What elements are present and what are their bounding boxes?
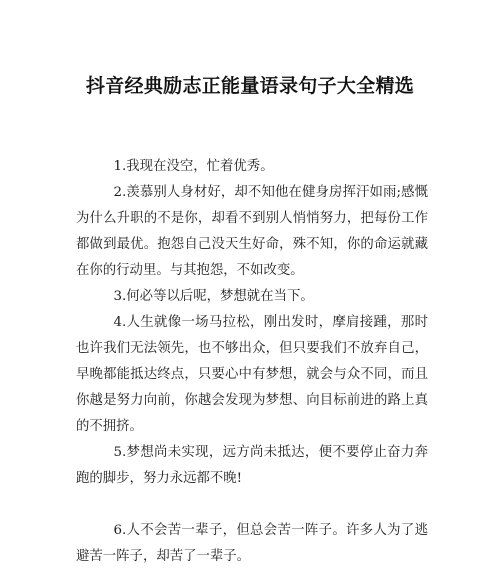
paragraph-4: 4.人生就像一场马拉松，刚出发时，摩肩接踵，那时也许我们无法领先，也不够出众，但只要我们不放弃自己，早晚都能抵达终点，只要心中有梦想，就会与众不同，而且你越是努力向前，你越会发现为梦想、向目标前进的路上真的不拥挤。 bbox=[76, 315, 428, 434]
paragraph-5: 5.梦想尚未实现，远方尚未抵达，便不要停止奋力奔跑的脚步，努力永远都不晚! bbox=[76, 445, 428, 486]
paragraph-2: 2.羡慕别人身材好，却不知他在健身房挥汗如雨;感慨为什么升职的不是你，却看不到别人悄悄努力，把每份工作都做到最优。抱怨自己没天生好命，殊不知，你的命运就藏在你的行动里。与其抱怨，不如改变。 bbox=[76, 185, 428, 278]
paragraph-6: 6.人不会苦一辈子，但总会苦一阵子。许多人为了逃避苦一阵子，却苦了一辈子。 bbox=[76, 523, 428, 564]
page-title: 抖音经典励志正能量语录句子大全精选 bbox=[85, 75, 415, 97]
paragraph-1: 1.我现在没空，忙着优秀。 bbox=[113, 159, 274, 174]
article-body bbox=[76, 154, 428, 570]
paragraph-3: 3.何必等以后呢，梦想就在当下。 bbox=[113, 289, 314, 304]
